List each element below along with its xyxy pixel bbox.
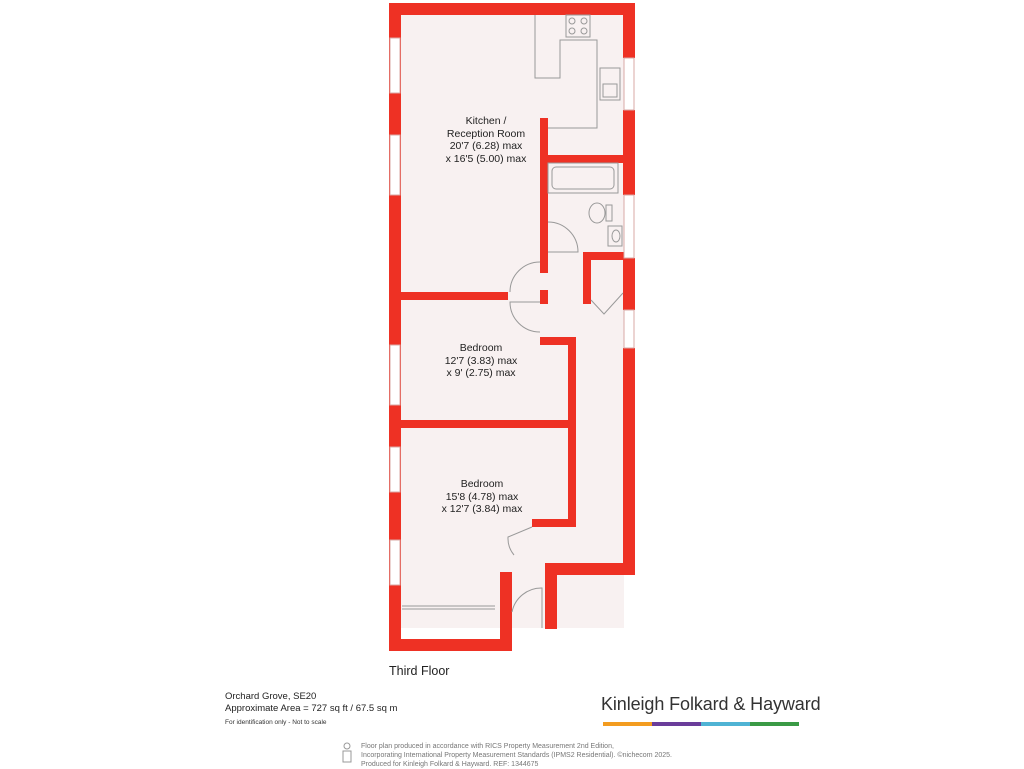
room-name: Bedroom (459, 342, 503, 354)
room-dimension: x 16'5 (5.00) max (445, 152, 527, 165)
bedroom2-wall-top (400, 420, 576, 428)
outer-wall-step (545, 563, 635, 575)
address: Orchard Grove, SE20 (225, 691, 317, 702)
bedroom1-wall-stub (540, 337, 576, 345)
info-person-icon (340, 742, 354, 764)
outer-wall-bottom-stub (500, 572, 512, 651)
footer-notice (361, 742, 672, 769)
outer-wall-top (389, 3, 635, 15)
identification-note: For identification only - Not to scale (225, 719, 327, 726)
outer-wall-right-mid (623, 110, 635, 195)
room-dimension: 15'8 (4.78) max (445, 490, 519, 503)
footer-line: Produced for Kinleigh Folkard & Hayward. REF: 1344675 (361, 761, 539, 768)
brand-logo: Kinleigh Folkard & Hayward (601, 694, 821, 714)
bathroom-wall-left-lower (540, 290, 548, 304)
outer-wall-bottom (389, 639, 512, 651)
room-dimension: 12'7 (3.83) max (444, 354, 518, 367)
bedroom2-label (422, 478, 542, 516)
bedroom1-wall-top (400, 292, 508, 300)
room-name: Reception Room (446, 127, 526, 140)
footer-line: Floor plan produced in accordance with RICS Property Measurement 2nd Edition, (361, 743, 614, 750)
room-name: Kitchen / (465, 115, 507, 127)
property-info (225, 691, 397, 729)
outer-wall-right-lower (623, 258, 635, 310)
bedroom2-wall-right (568, 420, 576, 525)
bedroom2-angled-wall (532, 519, 576, 527)
outer-wall-right-bottom (623, 348, 635, 573)
brand-bar-segment (652, 722, 701, 726)
bathroom-wall-top (543, 155, 625, 163)
room-dimension: x 12'7 (3.84) max (441, 503, 523, 515)
brand-bar-segment (603, 722, 652, 726)
cupboard-wall (583, 252, 591, 304)
outer-wall-right-upper (623, 3, 635, 58)
brand-bar-segment (701, 722, 750, 726)
bedroom1-label (421, 342, 541, 380)
room-dimension: x 9' (2.75) max (446, 367, 516, 379)
brand-color-bar (603, 722, 799, 726)
room-name: Bedroom (460, 478, 504, 490)
brand-bar-segment (750, 722, 799, 726)
approximate-area: Approximate Area = 727 sq ft / 67.5 sq m (225, 703, 398, 714)
outer-wall-step-vertical (545, 563, 557, 629)
kitchen-reception-label (426, 115, 546, 165)
room-dimension: 20'7 (6.28) max (449, 140, 523, 152)
footer-line: Incorporating International Property Measurement Standards (IPMS2 Residential). ©nichecom 2025. (361, 752, 672, 759)
bedroom1-wall-right (568, 337, 576, 427)
floor-label: Third Floor (389, 664, 450, 678)
